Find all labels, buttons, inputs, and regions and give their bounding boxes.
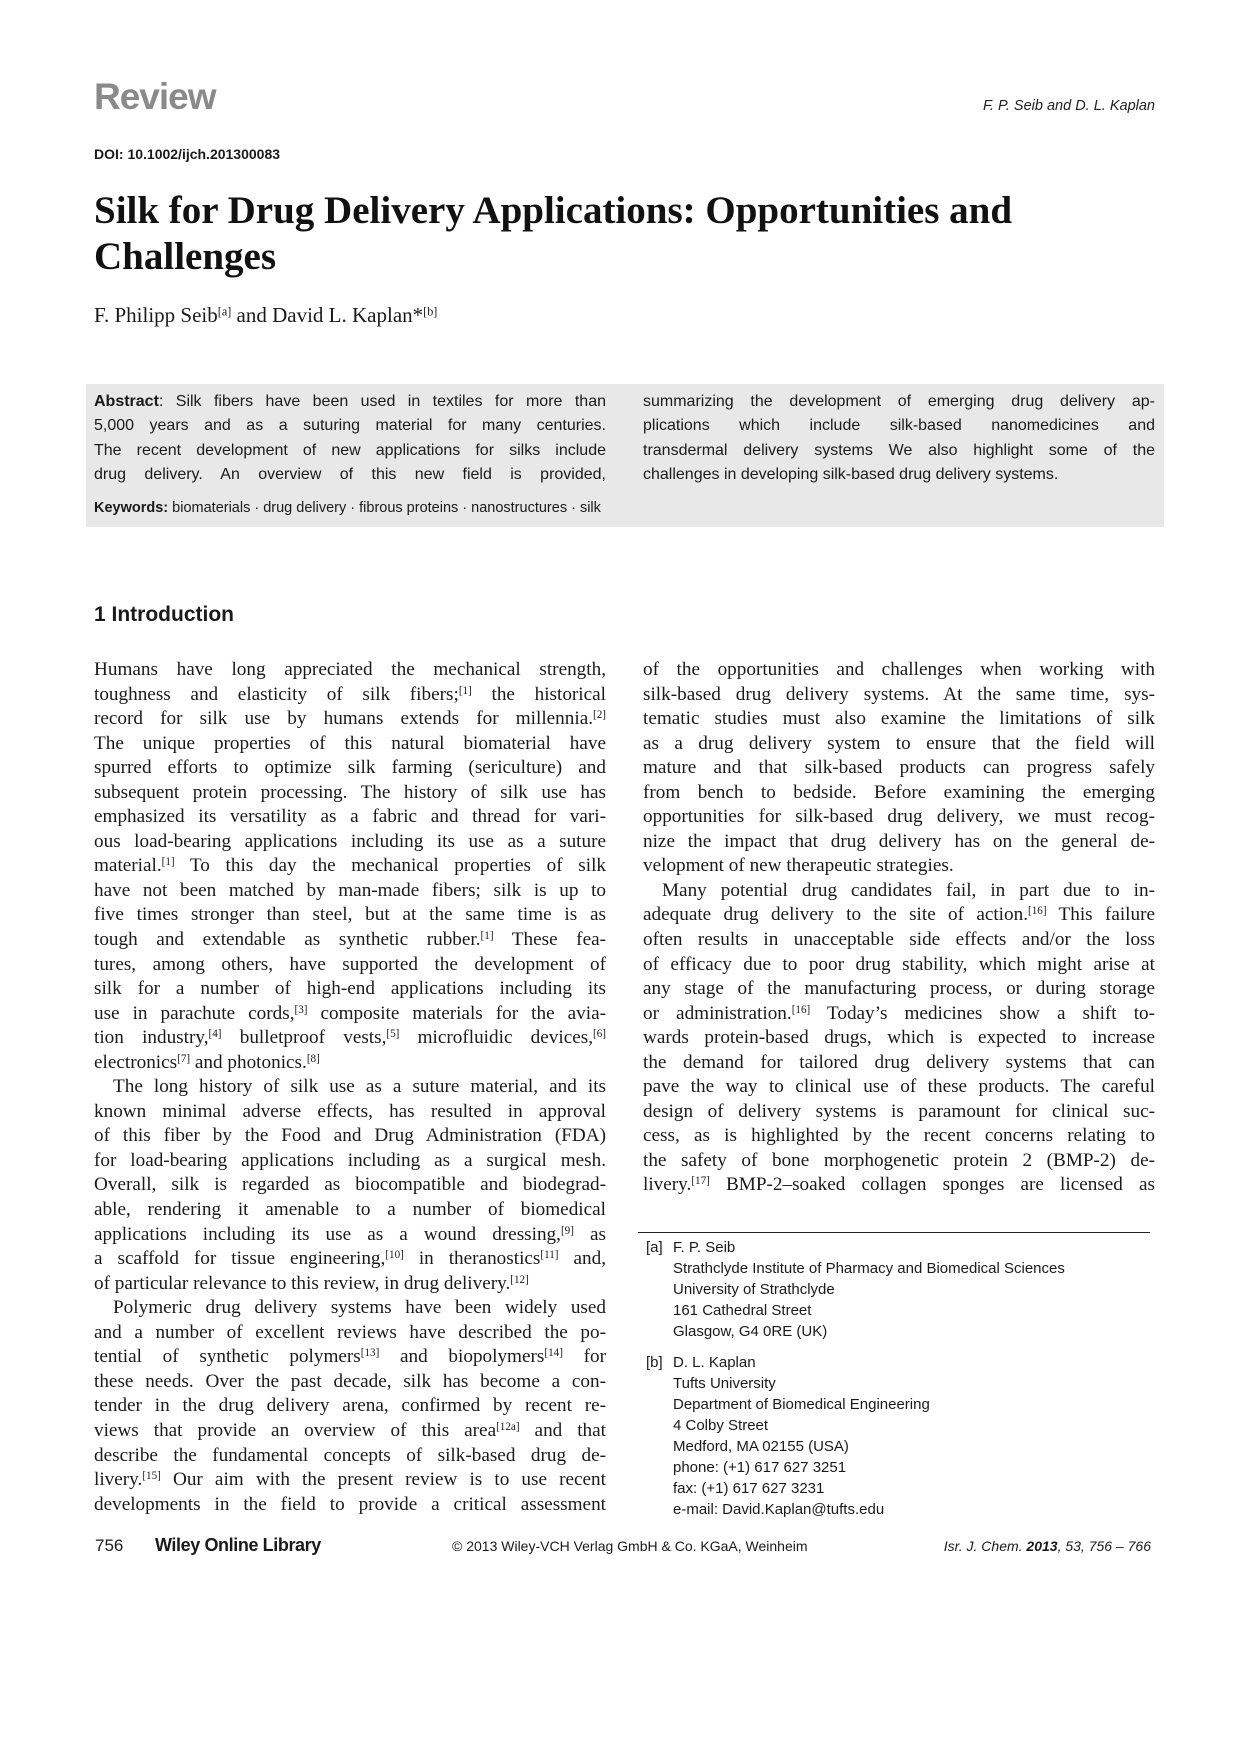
text-run: of this fiber by the Food and Drug Administration (FDA) <box>94 1125 606 1147</box>
text-line <box>94 953 606 978</box>
abstract-line: plications which include silk-based nanomedicines and <box>643 417 1155 435</box>
text-line <box>94 1493 606 1518</box>
keywords-list: biomaterials · drug delivery · fibrous proteins · nanostructures · silk <box>172 500 601 516</box>
text-run: views that provide an overview of this area <box>94 1419 497 1441</box>
text-run: as a drug delivery system to ensure that the field will <box>643 732 1155 754</box>
text-line <box>643 1002 1155 1027</box>
text-line <box>94 781 606 806</box>
text-line <box>643 1026 1155 1051</box>
text-line <box>643 1173 1155 1198</box>
text-line <box>643 732 1155 757</box>
page-number: 756 <box>95 1536 124 1555</box>
text-line <box>94 1075 606 1100</box>
text-run: any stage of the manufacturing process, or during storage <box>643 978 1155 1000</box>
text-run: spurred efforts to optimize silk farming (sericulture) and <box>94 757 606 779</box>
text-run: these needs. Over the past decade, silk has become a con- <box>94 1370 606 1392</box>
text-line <box>94 1394 606 1419</box>
wiley-online-library-logo: Wiley Online Library <box>155 1535 321 1555</box>
text-line <box>94 903 606 928</box>
footnote-body <box>673 1237 1065 1342</box>
doi[interactable]: DOI: 10.1002/ijch.201300083 <box>94 146 281 162</box>
paragraph <box>94 1075 606 1296</box>
text-line <box>94 658 606 683</box>
section-heading: 1 Introduction <box>94 603 234 626</box>
citation-ref: [1] <box>458 684 472 697</box>
citation-ref: [2] <box>593 708 606 721</box>
text-line <box>94 1321 606 1346</box>
footnote-line: 4 Colby Street <box>673 1417 769 1434</box>
text-run: use in parachute cords, <box>94 1002 295 1024</box>
citation-ref: [13] <box>360 1347 380 1360</box>
text-run: able, rendering it amenable to a number of biomedical <box>94 1199 606 1221</box>
text-run: for load-bearing applications including as a surgical mesh. <box>94 1149 606 1171</box>
journal-year: 2013 <box>1026 1538 1058 1554</box>
footnote-divider <box>638 1232 1150 1233</box>
text-run: These fea- <box>493 929 606 951</box>
text-line <box>643 781 1155 806</box>
text-run: livery. <box>643 1174 692 1196</box>
text-run: : Silk fibers have been used in textiles for more than <box>158 393 606 410</box>
text-line <box>643 683 1155 708</box>
body-left-column <box>94 658 606 1517</box>
text-run: The long history of silk use as a suture material, and its <box>113 1076 606 1098</box>
paragraph <box>643 879 1155 1198</box>
text-run: the safety of bone morphogenetic protein 2 (BMP-2) de- <box>643 1149 1155 1171</box>
text-run: in theranostics <box>403 1248 541 1270</box>
text-line <box>643 928 1155 953</box>
footnote-label: [b] <box>646 1354 663 1371</box>
citation-ref: [1] <box>480 929 494 942</box>
abstract-line <box>94 463 606 487</box>
text-line <box>643 1100 1155 1125</box>
section-label: Review <box>94 76 216 117</box>
abstract-line <box>94 439 606 463</box>
text-line <box>94 830 606 855</box>
author-name: F. Philipp Seib <box>94 303 218 327</box>
footnote-line: Glasgow, G4 0RE (UK) <box>673 1323 828 1340</box>
citation-ref: [15] <box>142 1469 161 1482</box>
citation-ref: [16] <box>791 1003 811 1016</box>
citation-ref: [5] <box>386 1028 400 1041</box>
abstract-right-column <box>643 390 1155 488</box>
text-line <box>94 1223 606 1248</box>
footnote-affiliation-b <box>646 1352 930 1520</box>
text-line <box>643 977 1155 1002</box>
text-line <box>94 805 606 830</box>
text-line <box>643 1051 1155 1076</box>
text-run: material. <box>94 855 162 877</box>
paragraph <box>94 658 606 1075</box>
text-run: as <box>573 1223 606 1245</box>
paragraph <box>643 658 1155 879</box>
text-line <box>643 1075 1155 1100</box>
text-run: bulletproof vests, <box>221 1027 387 1049</box>
text-line <box>94 1100 606 1125</box>
body-right-column <box>643 658 1155 1198</box>
text-run: tender in the drug delivery arena, confirmed by recent re- <box>94 1395 606 1417</box>
journal-citation <box>944 1538 1151 1554</box>
citation-ref: [11] <box>540 1249 559 1262</box>
text-line <box>94 1468 606 1493</box>
text-run: nize the impact that drug delivery has on the general de- <box>643 830 1155 852</box>
footnote-line: 161 Cathedral Street <box>673 1302 812 1319</box>
text-line <box>643 658 1155 683</box>
text-line <box>94 1149 606 1174</box>
text-run: and, <box>558 1248 606 1270</box>
citation-ref: [16] <box>1028 905 1047 918</box>
citation-ref: [10] <box>385 1249 404 1262</box>
journal-name: Isr. J. Chem. <box>943 1538 1023 1554</box>
text-run: adequate drug delivery to the site of action. <box>643 904 1029 926</box>
article-title: Silk for Drug Delivery Applications: Opportunities and Challenges <box>94 189 1013 278</box>
text-run: design of delivery systems is paramount for clinical suc- <box>643 1100 1155 1122</box>
text-run: often results in unacceptable side effects and/or the loss <box>643 929 1155 951</box>
text-run: tematic studies must also examine the limitations of silk <box>643 708 1155 730</box>
text-run: a scaffold for tissue engineering, <box>94 1248 386 1270</box>
footnote-affiliation-a <box>646 1237 1065 1342</box>
text-line <box>643 1149 1155 1174</box>
text-line <box>643 879 1155 904</box>
journal-volume-pages: , 53, 756 – 766 <box>1057 1538 1151 1554</box>
keywords <box>94 500 601 516</box>
text-run: electronics <box>94 1051 178 1073</box>
abstract-line <box>94 414 606 438</box>
text-run: The recent development of new applications for silks include <box>94 441 606 459</box>
citation-ref: [9] <box>560 1224 574 1237</box>
citation-ref: [1] <box>161 856 175 869</box>
text-run: The unique properties of this natural biomaterial have <box>94 732 606 754</box>
text-run: applications including its use as a wound dressing, <box>94 1223 561 1245</box>
text-line <box>94 1345 606 1370</box>
text-run: and photonics. <box>190 1051 307 1073</box>
text-line <box>94 1419 606 1444</box>
text-run: tures, among others, have supported the development of <box>94 953 606 975</box>
citation-ref: [3] <box>294 1003 308 1016</box>
text-line <box>94 1002 606 1027</box>
footnote-line: Department of Biomedical Engineering <box>673 1396 930 1413</box>
text-line <box>94 756 606 781</box>
author-line <box>94 303 437 328</box>
text-line <box>94 1444 606 1469</box>
text-run: Humans have long appreciated the mechanical strength, <box>94 659 606 680</box>
text-run: of the opportunities and challenges when working with <box>643 659 1155 680</box>
text-run: pave the way to clinical use of these products. The careful <box>643 1076 1155 1098</box>
text-run: and a number of excellent reviews have described the po- <box>94 1321 606 1343</box>
text-line <box>643 805 1155 830</box>
text-line <box>94 732 606 757</box>
text-run: opportunities for silk-based drug delivery, we must recog- <box>643 806 1155 828</box>
text-run: Many potential drug candidates fail, in part due to in- <box>662 879 1155 901</box>
text-run: describe the fundamental concepts of silk-based drug de- <box>94 1444 606 1466</box>
text-run: This failure <box>1046 904 1155 926</box>
citation-ref: [4] <box>208 1028 222 1041</box>
text-run: wards protein-based drugs, which is expected to increase <box>643 1027 1155 1049</box>
text-run: tough and extendable as synthetic rubber. <box>94 929 481 951</box>
footnote-label: [a] <box>646 1239 663 1256</box>
text-run: Overall, silk is regarded as biocompatible and biodegrad- <box>94 1174 606 1196</box>
text-run: tion industry, <box>94 1027 209 1049</box>
text-line <box>94 1272 606 1297</box>
text-run: emphasized its versatility as a fabric and thread for vari- <box>94 806 606 828</box>
text-run: of particular relevance to this review, in drug delivery. <box>94 1272 511 1294</box>
text-line <box>94 1173 606 1198</box>
abstract-line: challenges in developing silk-based drug delivery systems. <box>643 466 1059 484</box>
text-run: and biopolymers <box>379 1346 545 1368</box>
text-run: cess, as is highlighted by the recent concerns relating to <box>643 1125 1155 1147</box>
citation-ref: [12] <box>510 1273 529 1286</box>
footnote-line: e-mail: David.Kaplan@tufts.edu <box>673 1501 885 1518</box>
footnote-line: University of Strathclyde <box>673 1281 835 1298</box>
text-line <box>643 830 1155 855</box>
abstract-line <box>94 390 606 414</box>
abstract-label: Abstract <box>94 393 159 410</box>
text-run: silk for a number of high-end applications including its <box>94 978 606 1000</box>
citation-ref: [6] <box>593 1028 606 1041</box>
text-line <box>94 1124 606 1149</box>
text-run: record for silk use by humans extends for millennia. <box>94 708 594 730</box>
author-name: David L. Kaplan* <box>272 303 424 327</box>
author-separator: and <box>231 303 273 327</box>
text-line <box>94 1051 606 1076</box>
text-run: BMP-2–soaked collagen sponges are licensed as <box>709 1174 1155 1196</box>
text-line <box>94 879 606 904</box>
text-run: known minimal adverse effects, has resulted in approval <box>94 1100 606 1122</box>
text-line <box>643 707 1155 732</box>
text-run: developments in the field to provide a critical assessment <box>94 1493 606 1515</box>
affiliation-ref: [a] <box>217 304 232 319</box>
text-run: tential of synthetic polymers <box>94 1346 361 1368</box>
text-run: microfluidic devices, <box>399 1027 594 1049</box>
citation-ref: [12a] <box>496 1420 520 1433</box>
footnote-line: F. P. Seib <box>673 1239 736 1256</box>
text-line <box>94 683 606 708</box>
text-line <box>643 854 1155 879</box>
text-run: Today’s medicines show a shift to- <box>810 1002 1155 1024</box>
text-run: To this day the mechanical properties of silk <box>174 855 606 877</box>
text-run: the historical <box>471 683 606 705</box>
text-line <box>643 903 1155 928</box>
text-line <box>94 707 606 732</box>
text-line <box>94 977 606 1002</box>
text-line <box>94 928 606 953</box>
text-line <box>643 756 1155 781</box>
text-line <box>94 1026 606 1051</box>
copyright: © 2013 Wiley-VCH Verlag GmbH & Co. KGaA, Weinheim <box>452 1538 808 1554</box>
citation-ref: [14] <box>544 1347 563 1360</box>
keywords-label: Keywords: <box>94 500 169 516</box>
text-run: for <box>562 1346 606 1368</box>
abstract-line: summarizing the development of emerging drug delivery ap- <box>643 393 1155 410</box>
footnote-line: Strathclyde Institute of Pharmacy and Biomedical Sciences <box>673 1260 1065 1277</box>
abstract-left-column <box>94 390 606 488</box>
footnote-line: D. L. Kaplan <box>673 1354 756 1371</box>
paragraph <box>94 1296 606 1517</box>
citation-ref: [7] <box>177 1052 191 1065</box>
text-run: or administration. <box>643 1002 792 1024</box>
text-run: silk-based drug delivery systems. At the same time, sys- <box>643 683 1155 705</box>
running-header-authors: F. P. Seib and D. L. Kaplan <box>983 98 1155 114</box>
text-run: five times stronger than steel, but at the same time is as <box>94 904 606 926</box>
text-line <box>643 1124 1155 1149</box>
text-line <box>94 1198 606 1223</box>
abstract-line: transdermal delivery systems We also highlight some of the <box>643 441 1155 459</box>
text-run: 5,000 years and as a suturing material for many centuries. <box>94 417 606 435</box>
text-line <box>94 854 606 879</box>
footnote-line: fax: (+1) 617 627 3231 <box>673 1480 825 1497</box>
text-run: the demand for tailored drug delivery systems that can <box>643 1051 1155 1073</box>
text-run: composite materials for the avia- <box>307 1002 606 1024</box>
text-run: Our aim with the present review is to use recent <box>160 1469 606 1491</box>
text-line <box>94 1247 606 1272</box>
text-line <box>94 1296 606 1321</box>
footnote-body <box>673 1352 930 1520</box>
footnote-line: phone: (+1) 617 627 3251 <box>673 1459 847 1476</box>
text-run: mature and that silk-based products can progress safely <box>643 757 1155 779</box>
text-run: subsequent protein processing. The history of silk use has <box>94 781 606 803</box>
footnote-line: Medford, MA 02155 (USA) <box>673 1438 849 1455</box>
text-run: livery. <box>94 1469 143 1491</box>
text-run: have not been matched by man-made fibers; silk is up to <box>94 879 606 901</box>
citation-ref: [8] <box>306 1052 320 1065</box>
text-run: velopment of new therapeutic strategies. <box>643 855 954 877</box>
text-run: Polymeric drug delivery systems have been widely used <box>113 1297 606 1319</box>
text-run: toughness and elasticity of silk fibers; <box>94 683 459 705</box>
affiliation-ref: [b] <box>423 304 438 319</box>
text-line <box>94 1370 606 1395</box>
text-line <box>643 953 1155 978</box>
text-run: drug delivery. An overview of this new field is provided, <box>94 466 606 484</box>
text-run: ous load-bearing applications including its use as a suture <box>94 830 606 852</box>
text-run: of efficacy due to poor drug stability, which might arise at <box>643 953 1155 975</box>
citation-ref: [17] <box>691 1175 710 1188</box>
text-run: from bench to bedside. Before examining the emerging <box>643 781 1155 803</box>
text-run: and that <box>519 1419 606 1441</box>
footnote-line: Tufts University <box>673 1375 776 1392</box>
